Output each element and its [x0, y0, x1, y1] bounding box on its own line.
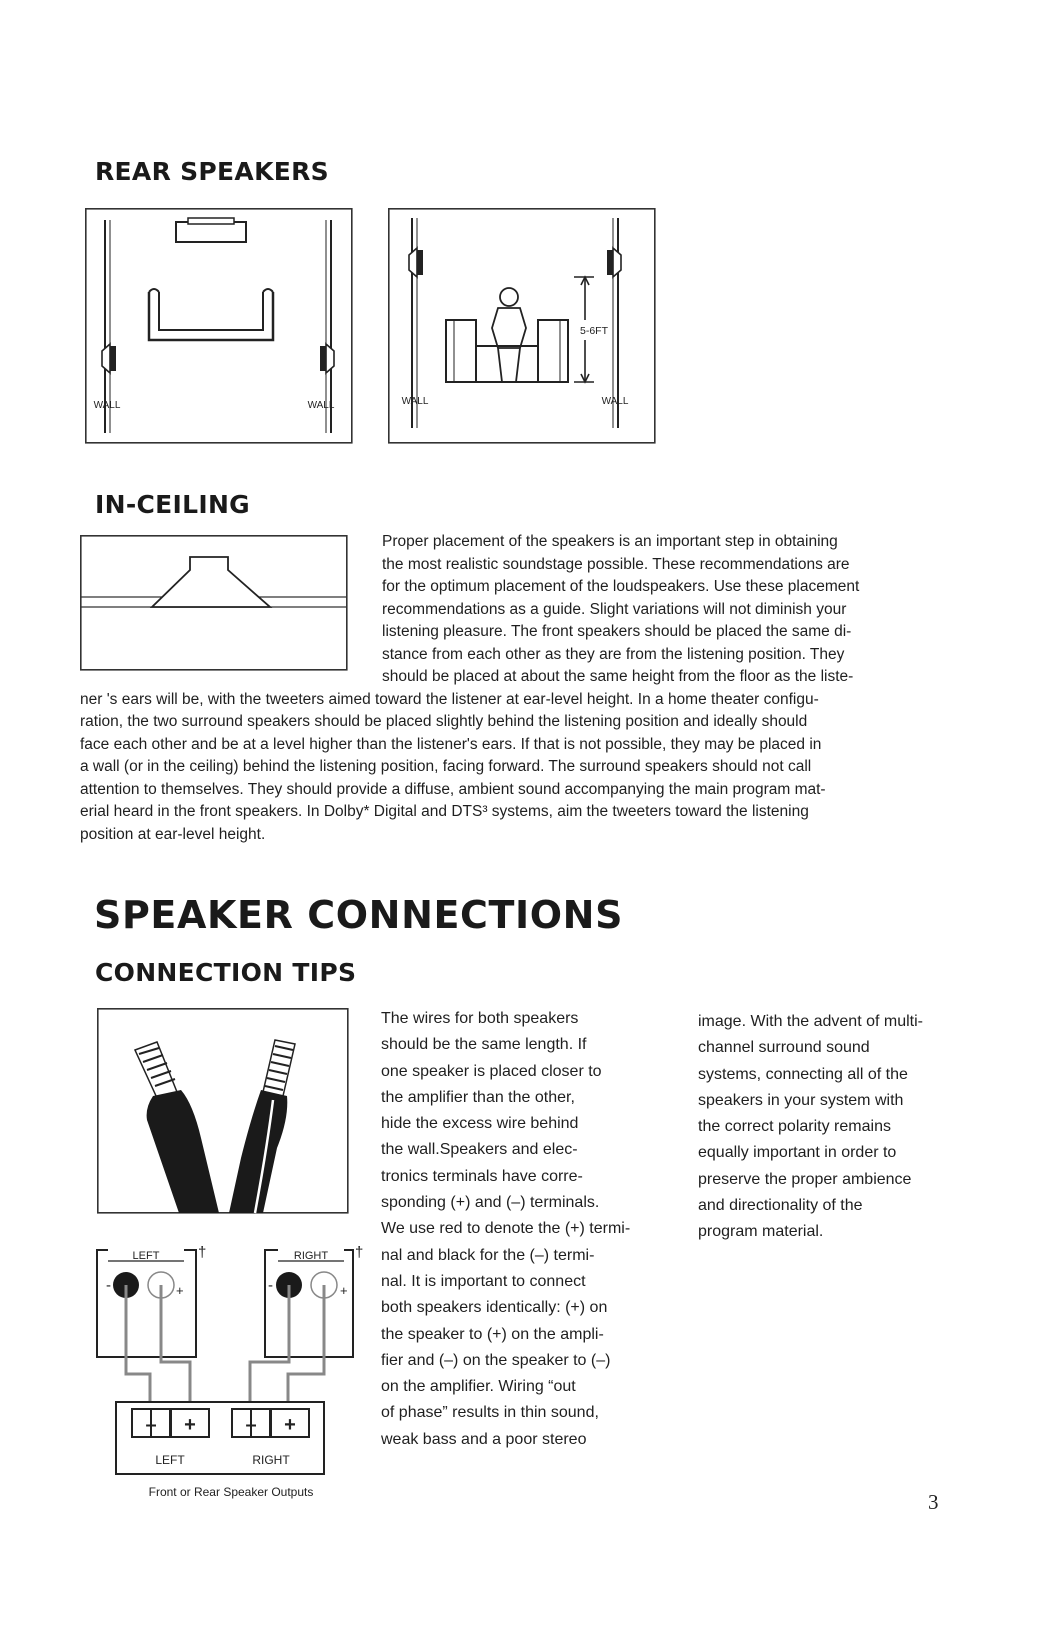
paragraph-line: a wall (or in the ceiling) behind the listening position, facing forward. The surround speakers should not call	[80, 758, 812, 775]
paragraph-line: channel surround sound	[698, 1039, 870, 1057]
paragraph-line: and directionality of the	[698, 1197, 863, 1215]
paragraph-line: hide the excess wire behind	[381, 1115, 579, 1133]
amp-left-minus: –	[145, 1414, 157, 1436]
paragraph-line: recommendations as a guide. Slight variations will not diminish your	[382, 600, 847, 618]
paragraph-line: The wires for both speakers	[381, 1010, 579, 1027]
paragraph-line: of phase” results in thin sound,	[381, 1404, 599, 1422]
amplifier-output-box	[116, 1402, 324, 1474]
plus-sign: +	[176, 1283, 184, 1298]
front-speaker-icon	[176, 218, 246, 242]
paragraph-line: both speakers identically: (+) on	[381, 1299, 608, 1317]
left-rear-speaker-icon	[409, 248, 423, 277]
connection-tips-heading: CONNECTION TIPS	[95, 958, 357, 987]
page-number: 3	[928, 1490, 939, 1514]
in-ceiling-heading: IN-CEILING	[95, 490, 251, 519]
dagger-mark: †	[355, 1244, 364, 1261]
in-ceiling-diagram	[80, 535, 348, 672]
paragraph-line: one speaker is placed closer to	[381, 1062, 602, 1080]
minus-sign: -	[106, 1277, 111, 1294]
speaker-connections-heading: SPEAKER CONNECTIONS	[94, 893, 624, 937]
paragraph-line: ration, the two surround speakers should be placed slightly behind the listening position and ideally should	[80, 713, 808, 730]
paragraph-line: on the amplifier. Wiring “out	[381, 1378, 576, 1396]
paragraph-line: nal. It is important to connect	[381, 1272, 586, 1290]
paragraph-line: Proper placement of the speakers is an important step in obtaining	[382, 533, 838, 550]
wall-label-left: WALL	[93, 400, 121, 411]
paragraph-line: the most realistic soundstage possible. These recommendations are	[382, 555, 850, 573]
rear-speakers-heading: REAR SPEAKERS	[95, 157, 329, 186]
paragraph-line: face each other and be at a level higher than the listener's ears. If that is not possible, they may be placed in	[80, 735, 822, 753]
right-wire-icon	[229, 1040, 295, 1213]
paragraph-line: the wall.Speakers and elec-	[381, 1141, 578, 1159]
sofa-icon	[149, 289, 273, 340]
connection-tips-column-1	[381, 1006, 630, 1453]
right-rear-speaker-icon	[320, 344, 334, 373]
connection-tips-column-2	[698, 1009, 923, 1246]
paragraph-line: preserve the proper ambience	[698, 1170, 912, 1188]
paragraph-line: We use red to denote the (+) termi-	[381, 1220, 631, 1238]
wall-label-left: WALL	[401, 396, 429, 407]
listener-icon	[492, 288, 526, 382]
paragraph-line: ner 's ears will be, with the tweeters aimed toward the listener at ear-level height. In a home theater configu-	[80, 690, 819, 708]
paragraph-line: should be the same length. If	[381, 1036, 587, 1054]
rear-speakers-top-view-diagram	[85, 208, 353, 444]
ceiling-speaker-icon	[152, 557, 270, 607]
amp-left-label: LEFT	[155, 1453, 185, 1467]
paragraph-line: erial heard in the front speakers. In Dolby* Digital and DTS³ systems, aim the tweeters toward the listening	[80, 803, 809, 820]
paragraph-line: sponding (+) and (–) terminals.	[381, 1194, 600, 1212]
minus-sign: -	[268, 1277, 273, 1294]
right-speaker-label: RIGHT	[293, 1250, 329, 1262]
speaker-wire-illustration	[97, 1008, 349, 1214]
left-speaker-terminal-box	[97, 1244, 206, 1357]
wall-label-right: WALL	[601, 396, 629, 407]
paragraph-line: tronics terminals have corre-	[381, 1167, 583, 1185]
paragraph-line: position at ear-level height.	[80, 825, 266, 843]
right-speaker-terminal-box	[265, 1244, 363, 1357]
amp-right-plus: +	[284, 1414, 296, 1436]
left-wire-icon	[135, 1042, 219, 1213]
paragraph-line: the amplifier than the other,	[381, 1088, 575, 1106]
rear-speakers-side-view-diagram	[388, 208, 656, 444]
paragraph-line: stance from each other as they are from the listening position. They	[382, 645, 845, 663]
right-rear-speaker-icon	[607, 248, 621, 277]
paragraph-line: should be placed at about the same height from the floor as the liste-	[382, 668, 854, 685]
wiring-diagram	[90, 1228, 380, 1503]
sofa-icon	[446, 320, 568, 382]
paragraph-line: the speaker to (+) on the ampli-	[381, 1325, 604, 1343]
paragraph-line: listening pleasure. The front speakers should be placed the same di-	[382, 623, 852, 640]
paragraph-line: attention to themselves. They should provide a diffuse, ambient sound accompanying the main program mat-	[80, 780, 826, 798]
amp-right-minus: –	[245, 1414, 257, 1436]
amp-right-label: RIGHT	[252, 1453, 290, 1467]
left-rear-speaker-icon	[102, 344, 116, 373]
left-speaker-label: LEFT	[132, 1250, 160, 1262]
paragraph-line: weak bass and a poor stereo	[381, 1430, 587, 1448]
paragraph-line: the correct polarity remains	[698, 1118, 891, 1136]
plus-sign: +	[340, 1283, 348, 1298]
wall-label-right: WALL	[307, 400, 335, 411]
amp-left-plus: +	[184, 1414, 196, 1436]
paragraph-line: equally important in order to	[698, 1144, 897, 1162]
dagger-mark: †	[198, 1244, 207, 1261]
paragraph-line: for the optimum placement of the loudspeakers. Use these placement	[382, 578, 860, 595]
wiring-caption: Front or Rear Speaker Outputs	[148, 1485, 314, 1499]
paragraph-line: speakers in your system with	[698, 1091, 904, 1109]
paragraph-line: program material.	[698, 1223, 824, 1241]
paragraph-line: image. With the advent of multi-	[698, 1013, 923, 1030]
height-label: 5-6FT	[580, 325, 609, 337]
paragraph-line: systems, connecting all of the	[698, 1065, 908, 1083]
paragraph-line: fier and (–) on the speaker to (–)	[381, 1351, 611, 1369]
paragraph-line: nal and black for the (–) termi-	[381, 1246, 595, 1264]
